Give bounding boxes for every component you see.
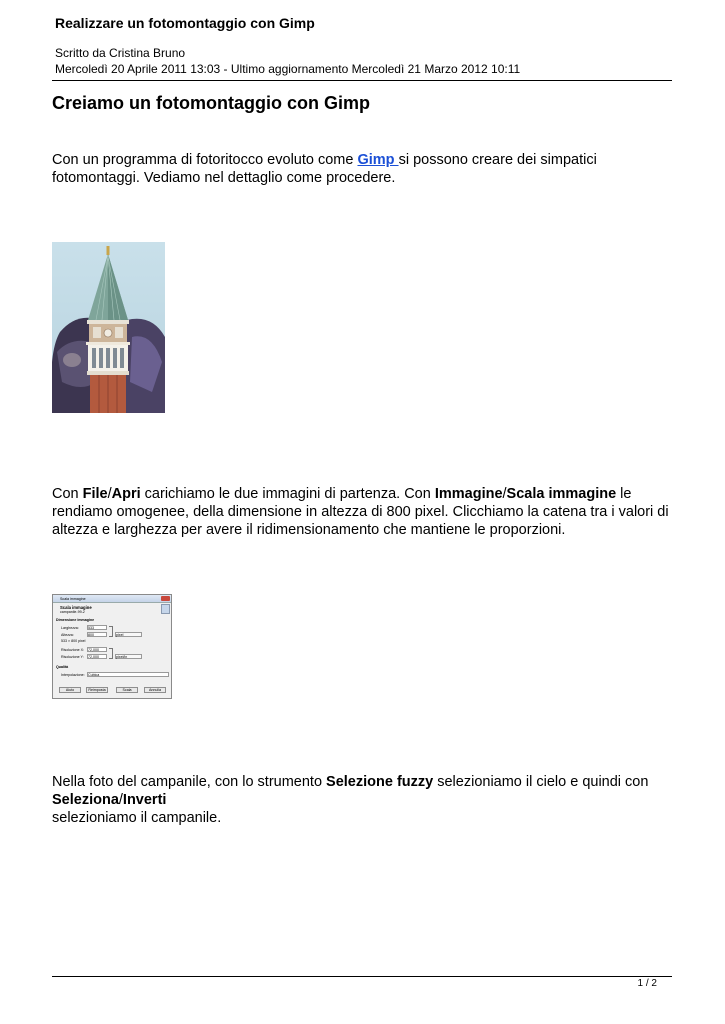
text: le rendiamo omogenee, della dimensione in altezza di 800 pixel. Clicchiamo la catena tra i valori di altezza e larghezza per avere il ridimensionamento che mantiene le proporzioni.	[52, 486, 669, 538]
unit-value: pixel	[116, 633, 124, 637]
unit-select	[115, 632, 142, 637]
text: /	[118, 792, 123, 808]
paragraph-intro	[52, 151, 672, 187]
section-quality-label: Qualità	[56, 665, 69, 669]
yres-label: Risoluzione Y:	[61, 655, 84, 659]
size-note: 533 × 800 pixel	[61, 639, 86, 643]
close-icon	[161, 596, 170, 601]
res-unit-select	[115, 654, 142, 659]
reset-button: Reimposta	[86, 687, 108, 693]
width-field	[87, 625, 107, 630]
scale-button: Scala	[116, 687, 138, 693]
text: Con	[52, 486, 83, 502]
yres-value: 72,000	[88, 655, 99, 659]
xres-field	[87, 647, 107, 652]
section-size-label: Dimensione immagine	[56, 618, 95, 622]
chain-link-icon	[109, 626, 113, 637]
interpolation-value: Cubica	[88, 673, 100, 677]
text: selezioniamo il campanile.	[52, 810, 222, 826]
footer-divider	[52, 976, 672, 977]
paragraph-open-scale	[52, 485, 672, 539]
dialog-window-title: Scala immagine	[60, 596, 86, 601]
document-title: Realizzare un fotomontaggio con Gimp	[55, 15, 315, 31]
dialog-titlebar	[53, 595, 171, 603]
height-label: Altezza:	[61, 633, 74, 637]
bell-tower-photo	[52, 242, 165, 413]
chain-link-res-icon	[109, 648, 113, 659]
text: /	[502, 486, 507, 502]
height-field	[87, 632, 107, 637]
article-heading: Creiamo un fotomontaggio con Gimp	[52, 93, 370, 113]
gimp-link[interactable]: Gimp	[357, 152, 399, 168]
interpolation-select	[87, 672, 169, 677]
width-label: Larghezza:	[61, 626, 79, 630]
text: Nella foto del campanile, con lo strumento	[52, 774, 327, 790]
menu-invert: Inverti	[122, 792, 167, 808]
xres-value: 72,000	[88, 648, 99, 652]
cancel-button: Annulla	[144, 687, 166, 693]
res-unit-value: pixel/in	[116, 655, 128, 659]
page-number: 1 / 2	[637, 978, 657, 989]
intro-text-before: Con un programma di fotoritocco evoluto come	[52, 152, 358, 168]
intro-text-after: si possono creare dei simpatici fotomontaggi. Vediamo nel dettaglio come procedere.	[52, 152, 597, 186]
menu-scale-image: Scala immagine	[506, 486, 617, 502]
dialog-subheading: campanile-99-2	[60, 610, 85, 614]
xres-label: Risoluzione X:	[61, 648, 84, 652]
height-value: 800	[88, 633, 94, 637]
interpolation-label: Interpolazione:	[61, 673, 85, 677]
author-line: Scritto da Cristina Bruno	[55, 46, 186, 60]
menu-file: File	[82, 486, 108, 502]
text: selezioniamo il cielo e quindi con	[433, 774, 649, 790]
scale-image-dialog-screenshot	[52, 594, 172, 699]
yres-field	[87, 654, 107, 659]
dialog-heading: Scala immagine	[60, 605, 92, 610]
help-button: Aiuto	[59, 687, 81, 693]
menu-select: Seleziona	[52, 792, 119, 808]
text: carichiamo le due immagini di partenza. Con	[140, 486, 435, 502]
menu-image: Immagine	[434, 486, 503, 502]
width-value: 533	[88, 626, 94, 630]
tool-fuzzy-select: Selezione fuzzy	[326, 774, 434, 790]
dates-line: Mercoledì 20 Aprile 2011 13:03 - Ultimo aggiornamento Mercoledì 21 Marzo 2012 10:11	[55, 62, 521, 76]
header-divider	[52, 80, 672, 81]
preview-thumbnail-icon	[161, 604, 170, 614]
text: /	[107, 486, 112, 502]
menu-open: Apri	[111, 486, 141, 502]
paragraph-fuzzy-select	[52, 773, 672, 827]
